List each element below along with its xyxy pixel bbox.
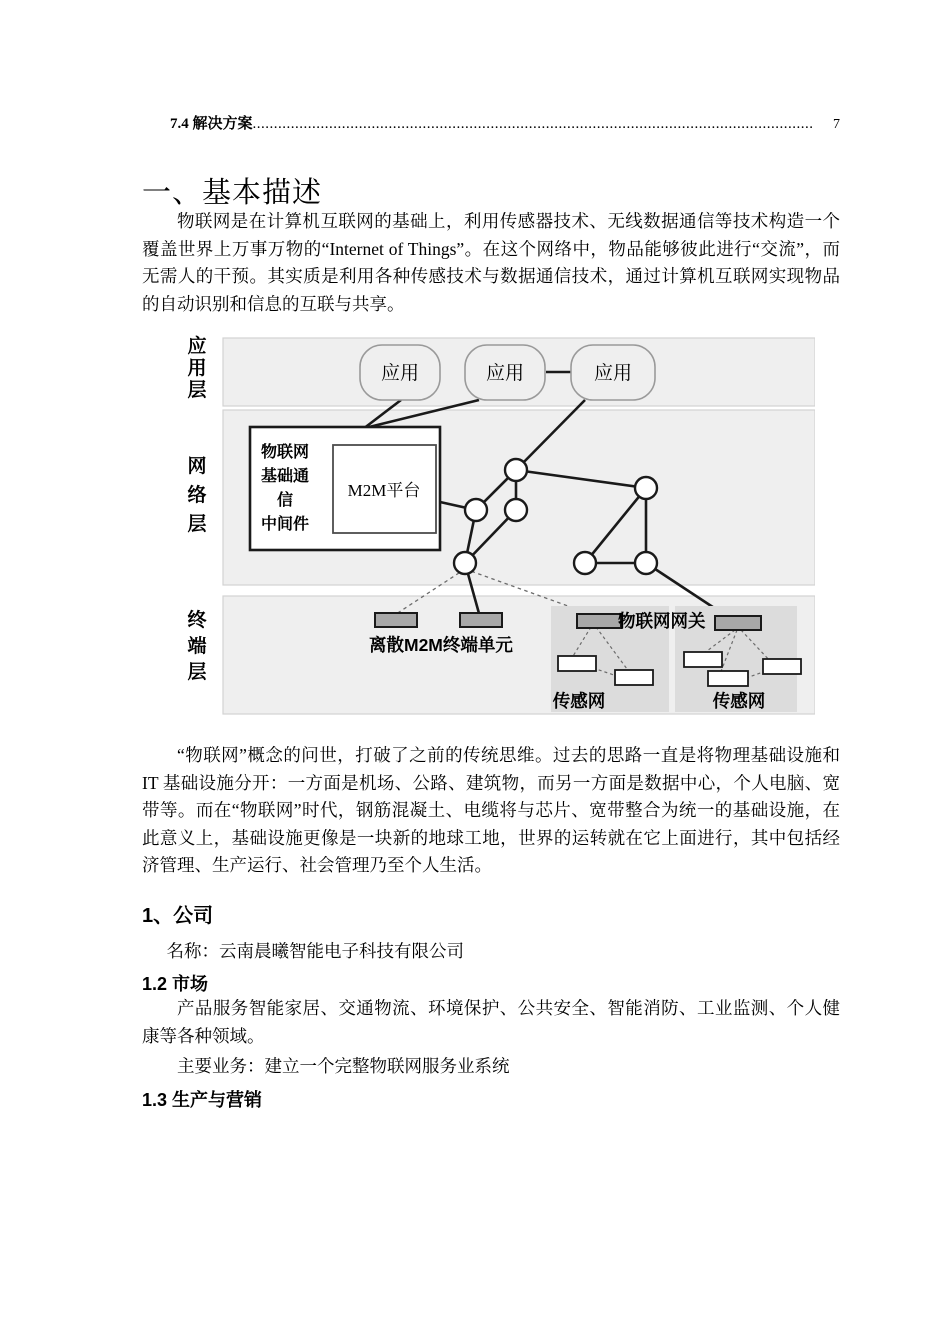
section-heading-basic-description: 一、基本描述 [142,177,323,209]
app-node-2[interactable] [465,345,545,400]
layer-label-application-char-1: 应 [187,336,207,357]
layer-label-application-char-3: 层 [187,380,207,401]
layer-label-application-char-2: 用 [187,358,207,379]
app-node-2-label: 应用 [485,363,525,384]
sensor-node-left-2[interactable] [615,670,653,685]
main-business-line: 主要业务：建立一个完整物联网服务业系统 [177,1056,510,1076]
app-node-1-label: 应用 [380,363,420,384]
app-node-1[interactable] [360,345,440,400]
layer-label-network [187,455,206,535]
toc-entry[interactable] [170,112,840,133]
sensor-node-right-2[interactable] [708,671,748,686]
sensor-node-right-1[interactable] [684,652,722,667]
layer-label-terminal [187,608,206,683]
network-node-g[interactable] [635,552,657,574]
network-node-b[interactable] [465,499,487,521]
m2m-platform-label: M2M平台 [347,481,421,500]
middleware-title-line-2: 基础通 [260,468,310,485]
network-node-f[interactable] [574,552,596,574]
sensor-network-label-right: 传感网 [712,691,766,711]
sensor-node-right-3[interactable] [763,659,801,674]
app-node-3-label: 应用 [593,363,633,384]
middleware-title-line-1: 物联网 [260,444,310,461]
toc-entry-label: 7.4 解决方案 [170,116,253,132]
discrete-m2m-unit-1[interactable] [375,613,417,627]
toc-leader-dots: .................................................................................................................................... [252,116,814,132]
heading-company: 1、公司 [142,905,214,927]
heading-production-marketing: 1.3 生产与营销 [142,1090,263,1110]
layer-label-network-char-2: 络 [187,485,207,506]
network-node-a[interactable] [505,459,527,481]
middleware-title-line-4: 中间件 [260,516,310,533]
discrete-m2m-unit-2[interactable] [460,613,502,627]
company-name-line: 名称：云南晨曦智能电子科技有限公司 [166,941,464,961]
paragraph-iot-concept: “物联网”概念的问世，打破了之前的传统思维。过去的思路一直是将物理基础设施和 IT 基础设施分开：一方面是机场、公路、建筑物，而另一方面是数据中心，个人电脑、宽带等。而在“物联网”时代，钢筋混凝土、电缆将与芯片、宽带整合为统一的基础设施，在此意义上，基础设施更像是一块新的地球工地，世界的运转就在它上面进行，其中包括经济管理、生产运行、社会管理乃至个人生活。 [142,745,840,875]
app-node-3[interactable] [571,345,655,400]
middleware-title-line-3: 信 [276,492,294,509]
layer-label-application [187,334,206,401]
layer-label-terminal-char-3: 层 [187,662,207,683]
layer-label-network-char-1: 网 [187,456,207,477]
network-node-e[interactable] [454,552,476,574]
network-node-c[interactable] [505,499,527,521]
layer-label-terminal-char-1: 终 [187,610,207,631]
network-node-d[interactable] [635,477,657,499]
iot-gateway-label: 物联网网关 [618,611,706,631]
paragraph-market: 产品服务智能家居、交通物流、环境保护、公共安全、智能消防、工业监测、个人健康等各种领域。 [142,998,840,1046]
heading-market: 1.2 市场 [142,974,209,994]
middleware-box[interactable] [250,427,440,550]
layer-label-terminal-char-2: 端 [187,636,207,657]
toc-page-number: 7 [833,117,840,132]
iot-gateway-right[interactable] [715,616,761,630]
sensor-network-label-left: 传感网 [552,691,606,711]
iot-gateway-left[interactable] [577,614,621,628]
sensor-node-left-1[interactable] [558,656,596,671]
layer-label-network-char-3: 层 [187,514,207,535]
discrete-m2m-units-label: 离散M2M终端单元 [369,635,513,655]
iot-architecture-diagram [175,330,815,720]
paragraph-iot-definition: 物联网是在计算机互联网的基础上，利用传感器技术、无线数据通信等技术构造一个覆盖世界上万事万物的“Internet of Things”。在这个网络中，物品能够彼此进行“交流”，而无需人的干预。其实质是利用各种传感技术与数据通信技术，通过计算机互联网实现物品的自动识别和信息的互联与共享。 [142,211,840,314]
